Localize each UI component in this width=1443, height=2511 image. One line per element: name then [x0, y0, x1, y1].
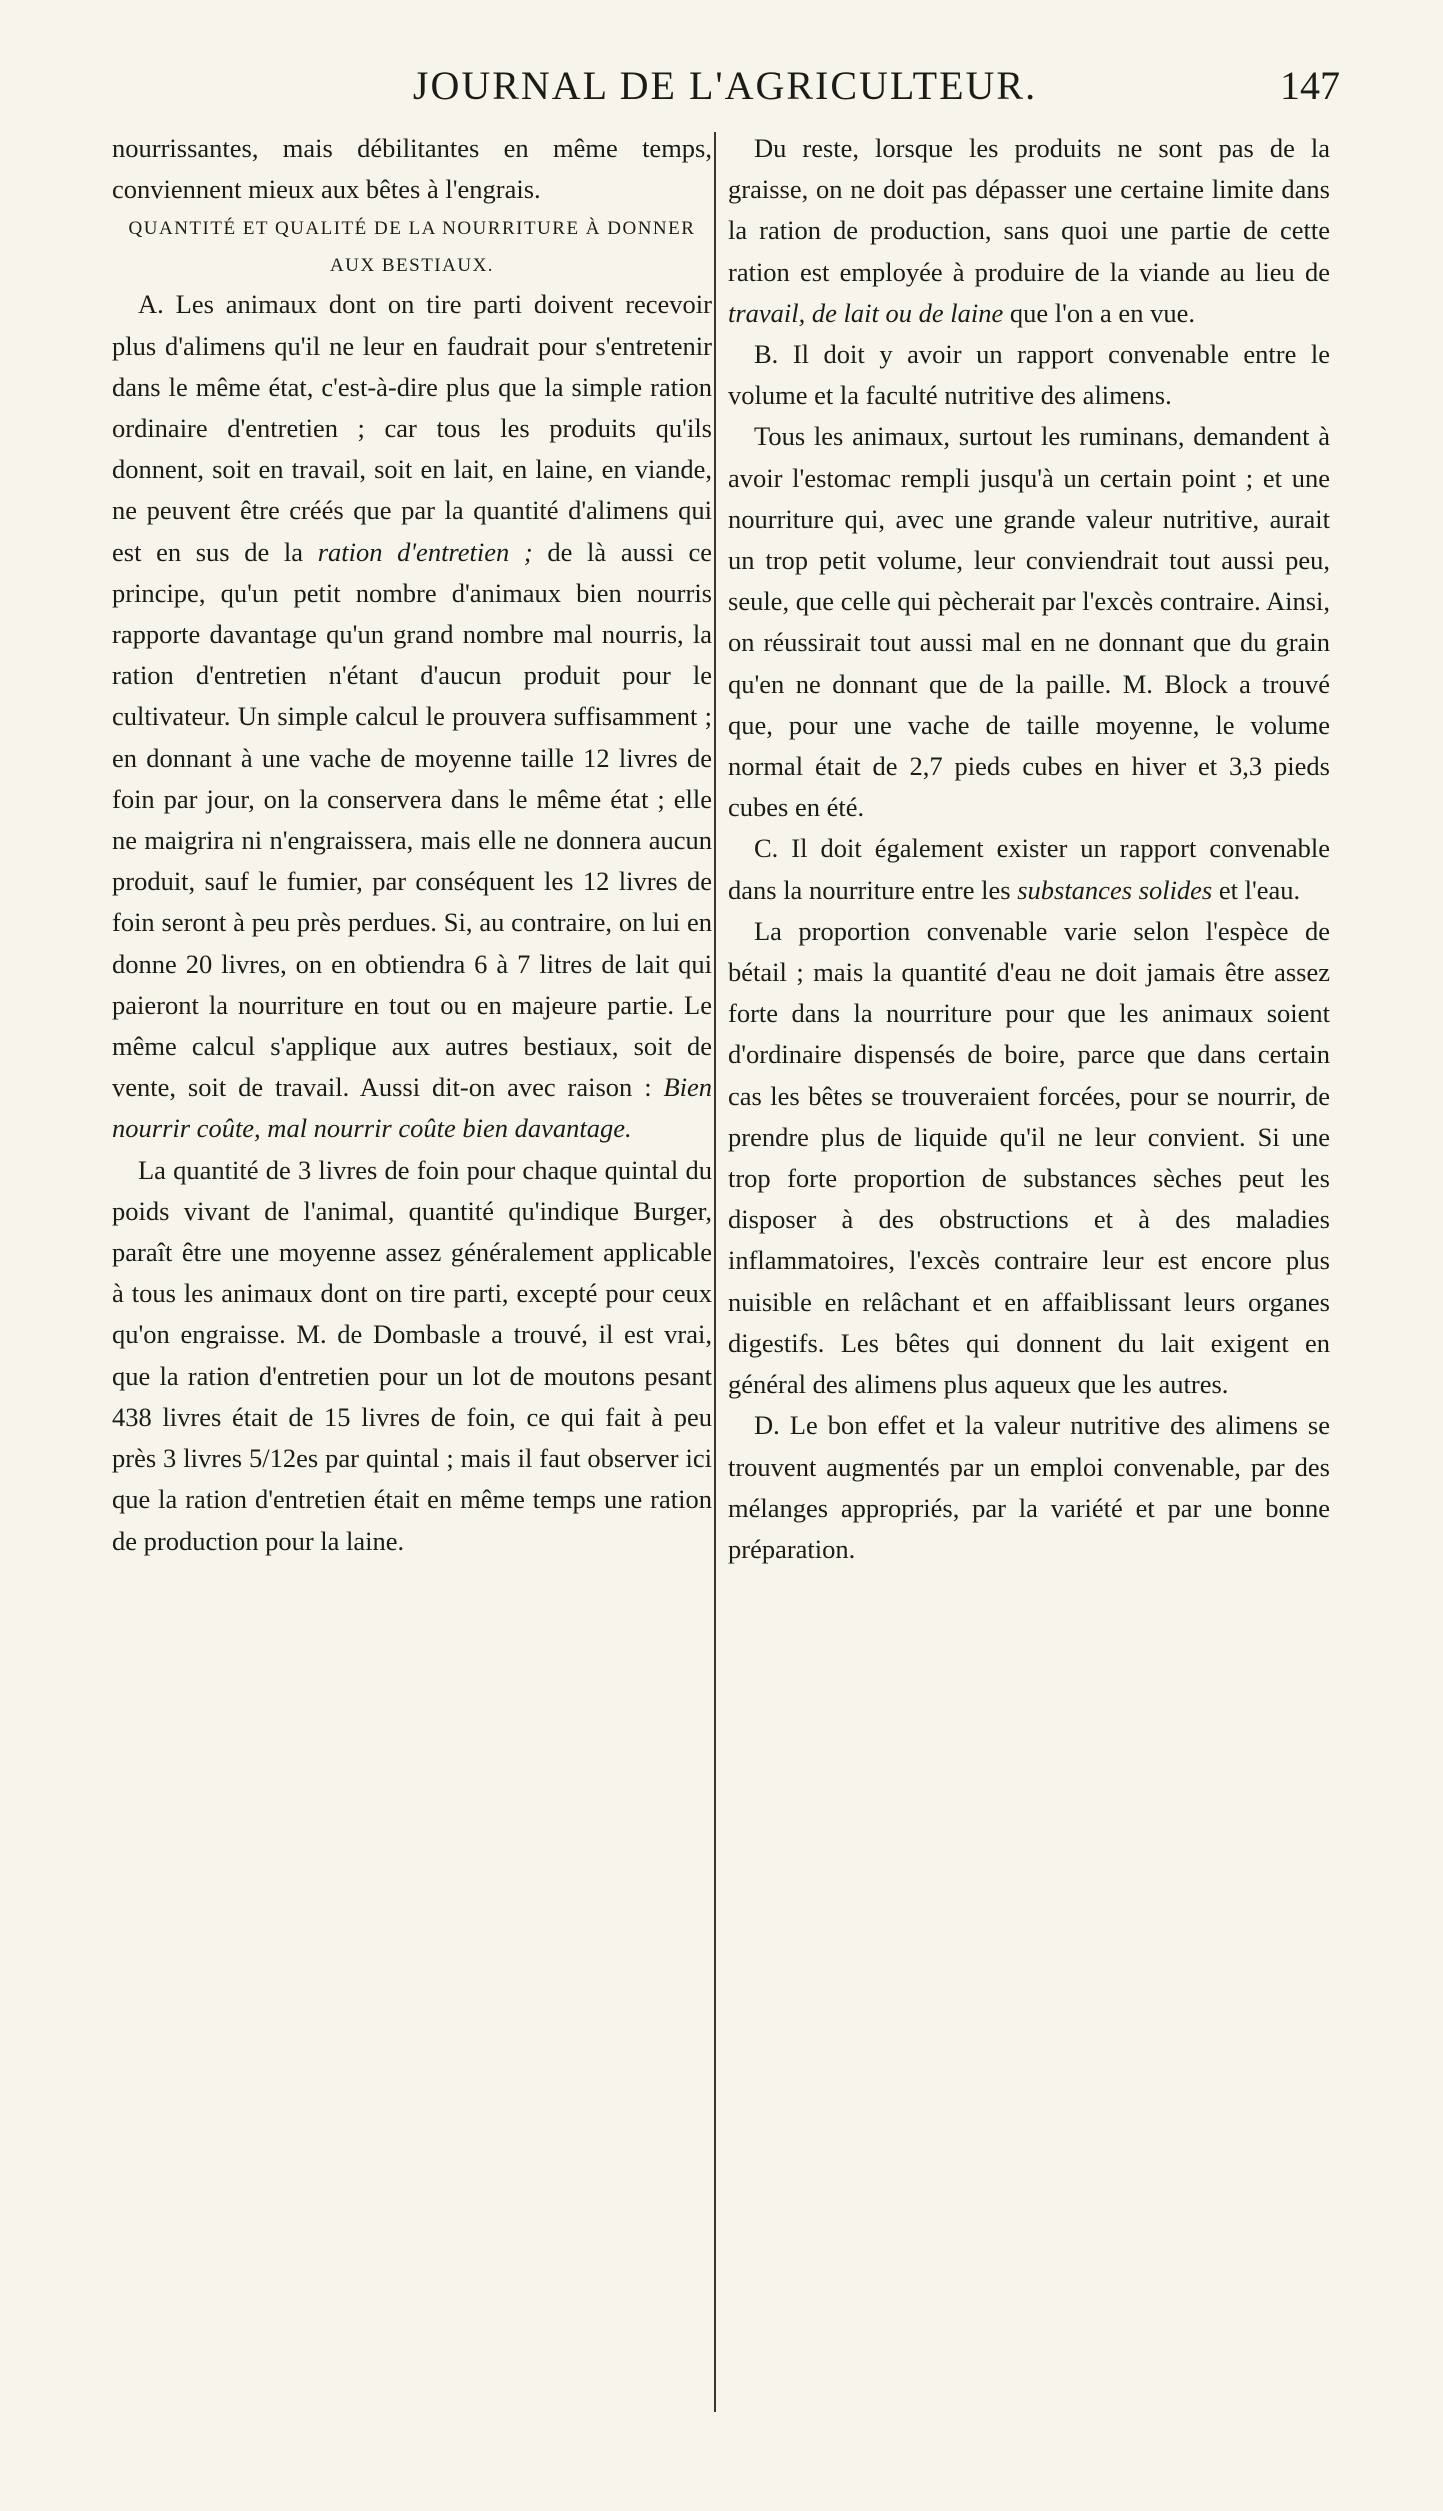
text-run: de là aussi ce principe, qu'un petit nombre d'animaux bien nourris rapporte davantage qu'un grand nombre mal nourris, la ration d'entretien n'étant d'aucun produit pour le cultivateur. Un simple calcul le prouvera suffisamment ; en donnant à une vache de moyenne taille 12 livres de foin par jour, on la conservera dans le même état ; elle ne maigrira ni n'engraissera, mais elle ne donnera aucun produit, sauf le fumier, par conséquent les 12 livres de foin seront à peu près perdues. Si, au contraire, on lui en donne 20 livres, on en obtiendra 6 à 7 litres de lait qui paieront la nourriture en tout ou en majeure partie. Le même calcul s'applique aux autres bestiaux, soit de vente, soit de travail. Aussi dit-on avec raison : — [112, 536, 712, 1103]
paragraph — [728, 828, 1330, 910]
text-run: et l'eau. — [1212, 874, 1301, 905]
text-run: Du reste, lorsque les produits ne sont pas de la graisse, on ne doit pas dépasser une certaine limite dans la ration de production, sans quoi une partie de cette ration est employée à produire de la viande au lieu de — [728, 133, 1330, 287]
page-number: 147 — [1280, 63, 1340, 108]
right-column — [728, 128, 1330, 1570]
paragraph: D. Le bon effet et la valeur nutritive des alimens se trouvent augmentés par un emploi convenable, par des mélanges appropriés, par la variété et par une bonne préparation. — [728, 1410, 1330, 1564]
italic-run: travail, de lait ou de laine — [728, 297, 1004, 328]
text-run: C. Il doit également exister un rapport convenable dans la nourriture entre les — [728, 833, 1330, 905]
paragraph: B. Il doit y avoir un rapport convenable entre le volume et la faculté nutritive des alimens. — [728, 339, 1330, 411]
left-column — [112, 128, 712, 1562]
paragraph — [728, 128, 1330, 334]
paragraph: La quantité de 3 livres de foin pour chaque quintal du poids vivant de l'animal, quantité qu'indique Burger, paraît être une moyenne assez généralement applicable à tous les animaux dont on tire parti, excepté pour ceux qu'on engraisse. M. de Dombasle a trouvé, il est vrai, que la ration d'entretien pour un lot de moutons pesant 438 livres était de 15 livres de foin, ce qui fait à peu près 3 livres 5/12es par quintal ; mais il faut observer ici que la ration d'entretien était en même temps une ration de production pour la laine. — [112, 1154, 712, 1556]
paragraph: La proportion convenable varie selon l'espèce de bétail ; mais la quantité d'eau ne doit jamais être assez forte dans la nourriture pour que les animaux soient d'ordinaire dispensés de boire, parce que dans certain cas les bêtes se trouveraient forcées, pour se nourrir, de prendre plus de liquide qu'il ne leur convient. Si une trop forte proportion de substances sèches peut les disposer à des obstructions et à des maladies inflammatoires, l'excès contraire leur est encore plus nuisible en relâchant et en affaiblissant leurs organes digestifs. Les bêtes qui donnent du lait exigent en général des alimens plus aqueux que les autres. — [728, 915, 1330, 1400]
section-heading: QUANTITÉ ET QUALITÉ DE LA NOURRITURE À DONNER AUX BESTIAUX. — [128, 218, 696, 277]
running-title: JOURNAL DE L'AGRICULTEUR. — [412, 63, 1038, 108]
paragraph: nourrissantes, mais débilitantes en même temps, conviennent mieux aux bêtes à l'engrais. — [112, 133, 712, 205]
column-rule — [714, 132, 716, 2412]
text-run: que l'on a en vue. — [1003, 297, 1195, 328]
paragraph: Tous les animaux, surtout les ruminans, demandent à avoir l'estomac rempli jusqu'à un certain point ; et une nourriture qui, avec une grande valeur nutritive, aurait un trop petit volume, leur conviendrait tout aussi peu, seule, que celle qui pècherait par l'excès contraire. Ainsi, on réussirait tout aussi mal en ne donnant que du grain qu'en ne donnant que de la paille. M. Block a trouvé que, pour une vache de taille moyenne, le volume normal était de 2,7 pieds cubes en hiver et 3,3 pieds cubes en été. — [728, 421, 1330, 823]
italic-run: ration d'entretien ; — [317, 536, 533, 567]
text-run: A. Les animaux dont on tire parti doivent recevoir plus d'alimens qu'il ne leur en faudrait pour s'entretenir dans le même état, c'est-à-dire plus que la simple ration ordinaire d'entretien ; car tous les produits qu'ils donnent, soit en travail, soit en lait, en laine, en viande, ne peuvent être créés que par la quantité d'alimens qui est en sus de la — [112, 289, 712, 567]
italic-run: substances solides — [1017, 874, 1213, 905]
page-header — [110, 62, 1340, 122]
paragraph — [112, 284, 712, 1149]
italic-run: Bien nourrir coûte, mal nourrir coûte bien davantage. — [112, 1072, 712, 1144]
